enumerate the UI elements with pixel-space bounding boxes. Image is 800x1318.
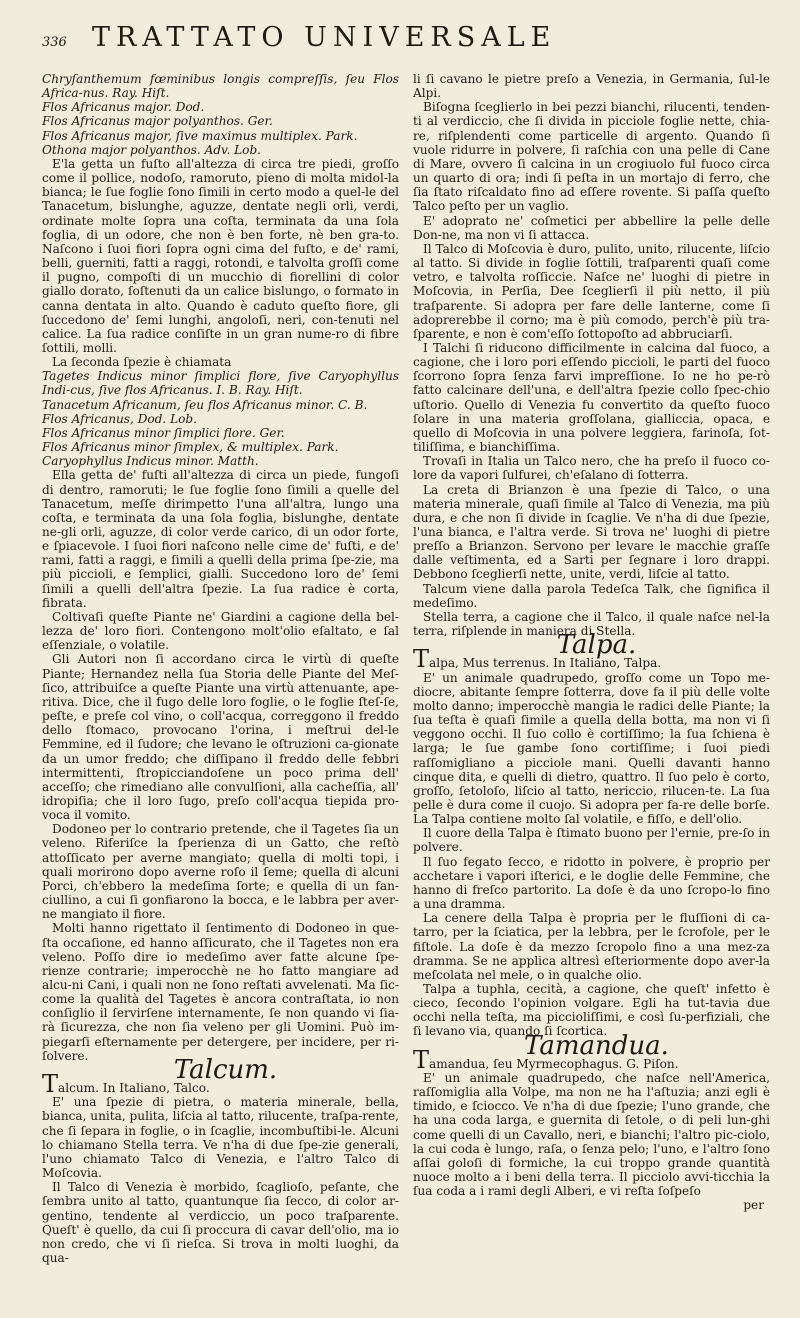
paragraph: Dodoneo per lo contrario pretende, che il Tagetes ſia un veleno. Riferiſce la ſperienza di un Gatto, che reſtò attoſſicato per averne mangiato; quella di molti topi, i quali morirono dopo averne roſo il ſeme; quella di alcuni Porci, ch'ebbero la medeſima ſorte; e quella di un fan-ciullino, a cui ſi gonfiarono la bocca, e le labbra per aver-ne mangiato il fiore.	[42, 822, 399, 922]
paragraph: Flos Africanus major, ſive maximus multiplex. Park.	[42, 128, 358, 143]
paragraph: Talcum. In Italiano, Talco.	[42, 1070, 210, 1099]
left-column	[42, 72, 399, 1265]
paragraph: Flos Africanus minor ſimplici flore. Ger.	[42, 425, 285, 440]
paragraph: li ſi cavano le pietre preſo a Venezia, in Germania, ſul-le Alpi.	[413, 72, 770, 101]
paragraph: Flos Africanus, Dod. Lob.	[42, 411, 197, 426]
paragraph: Gli Autori non ſi accordano circa le virtù di queſte Piante; Hernandez nella ſua Storia delle Piante del Meſ-ſico, attribuiſce a queſte Piante una virtù attenuante, ape-ritiva. Dice, che il fugo delle loro foglie, o le foglie ſteſ-ſe, peſte, e preſe col vino, o coll'acqua, correggono il freddo dello ſtomaco, provocano l'orina, i meſtrui del-le Femmine, ed il ſudore; che levano le oſtruzioni ca-gionate da un umor freddo; che diſſipano il freddo delle febbri intermittenti, ſtropicciandoſene un poco prima dell' acceſſo; che rimediano alle convulſioni, alla cacheſſia, all' idropiſia; che il loro ſugo, preſo coll'acqua tiepida pro-voca il vomito.	[42, 652, 399, 823]
paragraph: La cenere della Talpa è propria per le fluſſioni di ca-tarro, per la ſciatica, per la lebbra, per le ſcrofole, per le fiſtole. La doſe è da mezzo ſcropolo fino a una mez-za dramma. Se ne applica altresì eſteriormente dopo aver-la meſcolata nel mele, o in qualche olio.	[413, 911, 770, 982]
paragraph: Il Talco di Moſcovia è duro, pulito, unito, rilucente, liſcio al tatto. Si divide in foglie ſottili, traſparenti quaſi come vetro, e talvolta roſſiccie. Naſce ne' luoghi di pietre in Moſcovia, in Perſia, Dee ſceglierſi il più netto, il più traſparente. Si adopra per fare delle lanterne, come ſi adoprerebbe il corno; ma è più comodo, perch'è più tra-ſparente, e non è com'eſſo ſottopoſto ad abbruciarſi.	[413, 241, 770, 341]
paragraph: Talpa, Mus terrenus. In Italiano, Talpa.	[413, 645, 662, 674]
running-title: TRATTATO UNIVERSALE	[92, 22, 557, 53]
paragraph: Othona major polyanthos. Adv. Lob.	[42, 142, 262, 157]
paragraph: Il Talco di Venezia è morbido, ſcaglioſo, peſante, che ſembra unito al tatto, quantunque ſia ſecco, di color ar-gentino, tendente al verdiccio, un poco traſparente. Queſt' è quello, da cui ſi proccura di cavar dell'olio, ma io non credo, che vi ſi rieſca. Si trova in molti luoghi, da qua-	[42, 1180, 399, 1265]
paragraph: per	[743, 1198, 764, 1213]
text-columns	[42, 72, 770, 1265]
paragraph: Tanacetum Africanum, ſeu flos Africanus minor. C. B.	[42, 397, 368, 412]
paragraph: I Talchi ſi riducono difficilmente in calcina dal fuoco, a cagione, che i loro pori eſſendo piccioli, le parti del fuoco ſcorrono ſopra ſenza farvi impreſſione. Io ne ho pe-rò fatto calcinare dell'una, e dell'altra ſpezie collo ſpec-chio uſtorio. Quello di Venezia fu convertito da queſto fuoco ſolare in una materia groſſolana, gialliccia, opaca, e quello di Moſcovia in una polvere leggiera, farinoſa, ſot-tiliſſima, e bianchiſſima.	[413, 340, 770, 455]
page-number: 336	[42, 35, 67, 50]
paragraph: Talpa a tuphla, cecità, a cagione, che queſt' infetto è cieco, ſecondo l'opinion volgare. Egli ha tut-tavia due occhi nella teſta, ma piccioliſſimi, e così ſu-perfiziali, che ſi levano via, quando ſi ſcortica.	[413, 982, 770, 1039]
paragraph: Flos Africanus major. Dod.	[42, 100, 205, 115]
paragraph: La ſeconda ſpezie è chiamata	[52, 355, 232, 370]
paragraph: Tagetes Indicus minor ſimplici flore, ſive Caryophyllus Indi-cus, ſive flos Africanus. I. B. Ray. Hiſt.	[42, 369, 399, 398]
right-column	[413, 72, 770, 1265]
section-heading: Talpa.	[556, 630, 637, 661]
section-heading: Talcum.	[173, 1054, 278, 1085]
paragraph: Tamandua, ſeu Myrmecophagus. G. Piſon.	[413, 1045, 679, 1074]
paragraph: E' adoprato ne' coſmetici per abbellire la pelle delle Don-ne, ma non vi ſi attacca.	[413, 213, 770, 242]
paragraph: Trovaſi in Italia un Talco nero, che ha preſo il fuoco co-lore da vapori ſulfurei, ch'eſalano di ſotterra.	[413, 454, 770, 483]
section-heading: Tamandua.	[524, 1030, 669, 1061]
paragraph: Chryſanthemum fœminibus longis compreſſis, ſeu Flos Africa-nus. Ray. Hiſt.	[42, 72, 399, 101]
paragraph: E' una ſpezie di pietra, o materia minerale, bella, bianca, unita, pulita, liſcia al tatto, rilucente, traſpa-rente, che ſi ſepara in foglie, o in ſcaglie, incombuſtibi-le. Alcuni lo chiamano Stella terra. Ve n'ha di due ſpe-zie generali, l'uno chiamato Talco di Venezia, e l'altro Talco di Moſcovia.	[42, 1095, 399, 1181]
paragraph: Molti hanno rigettato il ſentimento di Dodoneo in que-ſta occaſione, ed hanno aſſicurato, che il Tagetes non era veleno. Poſſo dire io medeſimo aver fatte alcune ſpe-rienze contrarie; imperocchè ne ho fatto mangiare ad alcu-ni Cani, i quali non ne ſono reſtati avvelenati. Ma ſic-come la qualità del Tagetes è ancora contraſtata, io non conſiglio il ſervirſene internamente, ſe non quando vi ſia-rà ſicurezza, che non ſia veleno per gli Uomini. Può im-piegarſi eſternamente per detergere, per incidere, per ri-ſolvere.	[42, 921, 399, 1063]
paragraph: Talcum viene dalla parola Tedeſca Talk, che ſignifica il medeſimo.	[413, 581, 770, 610]
paragraph: E'la getta un fuſto all'altezza di circa tre piedi, groſſo come il pollice, nodoſo, ramoruto, pieno di molta midol-la bianca; le ſue foglie ſono ſimili in certo modo a quel-le del Tanacetum, bislunghe, aguzze, dentate negli orli, verdi, ordinate molte ſopra una coſta, terminata da una ſola foglia, di un odore, che non è ben forte, nè ben gra-to. Naſcono i ſuoi fiori ſopra ogni cima del fuſto, e de' rami, belli, guerniti, fatti a raggi, rotondi, e talvolta groſſi come il pugno, compoſti di un mucchio di fiorellini di color giallo dorato, ſoſtenuti da un calice bislungo, o formato in canna dentata in alto. Quando è caduto queſto fiore, gli ſuccedono de' ſemi lunghi, angoloſi, neri, con-tenuti nel calice. La ſua radice conſiſte in un gran nume-ro di fibre ſottili, molli.	[42, 156, 399, 355]
paragraph: Il ſuo fegato ſecco, e ridotto in polvere, è proprio per acchetare i vapori iſterici, e le doglie delle Femmine, che hanno di freſco partorito. La doſe è da uno ſcropo-lo fino a una dramma.	[413, 854, 770, 912]
paragraph: Ella getta de' fuſti all'altezza di circa un piede, fungoſi di dentro, ramoruti; le ſue foglie ſono ſimili a quelle del Tanacetum, meſſe dirimpetto l'una all'altra, lungo una coſta, e terminata da una ſola foglia, bislunghe, dentate ne-gli orli, aguzze, di color verde carico, di un odor forte, e ſpiacevole. I ſuoi fiori naſcono nelle cime de' fuſti, e de' rami, fatti a raggi, e ſimili a quelli della prima ſpe-zie, ma più piccioli, e ſemplici, gialli. Succedono loro de' ſemi ſimili a quelli dell'altra ſpezie. La ſua radice è corta, fibrata.	[42, 468, 399, 610]
paragraph: E' un animale quadrupedo, che naſce nell'America, raſſomiglia alla Volpe, ma non ne ha l'aſtuzia; anzi egli è timido, e ſciocco. Ve n'ha di due ſpezie; l'uno grande, che ha una coda larga, e guernita di ſetole, o di peli lun-ghi come quelli di un Cavallo, neri, e bianchi; l'altro pic-ciolo, la cui coda è lungo, raſa, o ſenza pelo; l'uno, e l'altro ſono aſſai goloſi di formiche, la cui troppo grande quantità nuoce molto a i beni della terra. Il picciolo avvi-ticchia la ſua coda a i rami degli Alberi, e vi reſta ſoſpeſo	[413, 1070, 770, 1199]
paragraph: La creta di Brianzon è una ſpezie di Talco, o una materia minerale, quaſi ſimile al Talco di Venezia, ma più dura, e che non ſi divide in ſcaglie. Ve n'ha di due ſpezie, l'una bianca, e l'altra verde. Si trova ne' luoghi di pietre preſſo a Brianzon. Servono per levare le macchie graſſe dalle veſtimenta, ed a Sarti per ſegnare i loro drappi. Debbono ſceglierſi nette, unite, verdi, liſcie al tatto.	[413, 482, 770, 582]
paragraph: Biſogna ſceglierlo in bei pezzi bianchi, rilucenti, tenden-ti al verdiccio, che ſi divida in picciole foglie nette, chia-re, riſplendenti come particelle di argento. Quando ſi vuole ridurre in polvere, ſi raſchia con una pelle di Cane di Mare, ovvero ſi calcina in un crogiuolo ful fuoco circa un quarto di ora; indi ſi peſta in un mortajo di ferro, che ſia ſtato riſcaldato fino ad eſſere rovente. Si paſſa queſto Talco peſto per un vaglio.	[413, 100, 770, 214]
running-head	[42, 22, 770, 72]
paragraph: Flos Africanus minor ſimplex, & multiplex. Park.	[42, 440, 339, 455]
paragraph: E' un animale quadrupedo, groſſo come un Topo me-diocre, abitante ſempre ſotterra, dove fa il più delle volte molto danno; imperocchè mangia le radici delle Piante; la ſua teſta è quaſi ſimile a quella della botta, ma non vi ſi veggono occhi. Il ſuo collo è cortiſſimo; la ſua ſchiena è larga; le ſue gambe ſono cortiſſime; i ſuoi piedi raſſomigliano a picciole mani. Quelli davanti hanno cinque dita, e quelli di dietro, quattro. Il ſuo pelo è corto, groſſo, ſetoloſo, liſcio al tatto, nericcio, rilucen-te. La ſua pelle è dura come il cuojo. Si adopra per fa-re delle borſe. La Talpa contiene molto ſal volatile, e fiſſo, e dell'olio.	[413, 670, 770, 827]
paragraph: Caryophyllus Indicus minor. Matth.	[42, 454, 259, 469]
paragraph: Coltivaſi queſte Piante ne' Giardini a cagione della bel-lezza de' loro fiori. Contengono molt'olio eſaltato, e ſal eſſenziale, o volatile.	[42, 609, 399, 653]
paragraph: Flos Africanus major polyanthos. Ger.	[42, 114, 273, 129]
paragraph: Il cuore della Talpa è ſtimato buono per l'ernie, pre-ſo in polvere.	[413, 826, 770, 855]
paragraph: Stella terra, a cagione che il Talco, il quale naſce nel-la terra, riſplende in maniera di Stella.	[413, 609, 770, 639]
